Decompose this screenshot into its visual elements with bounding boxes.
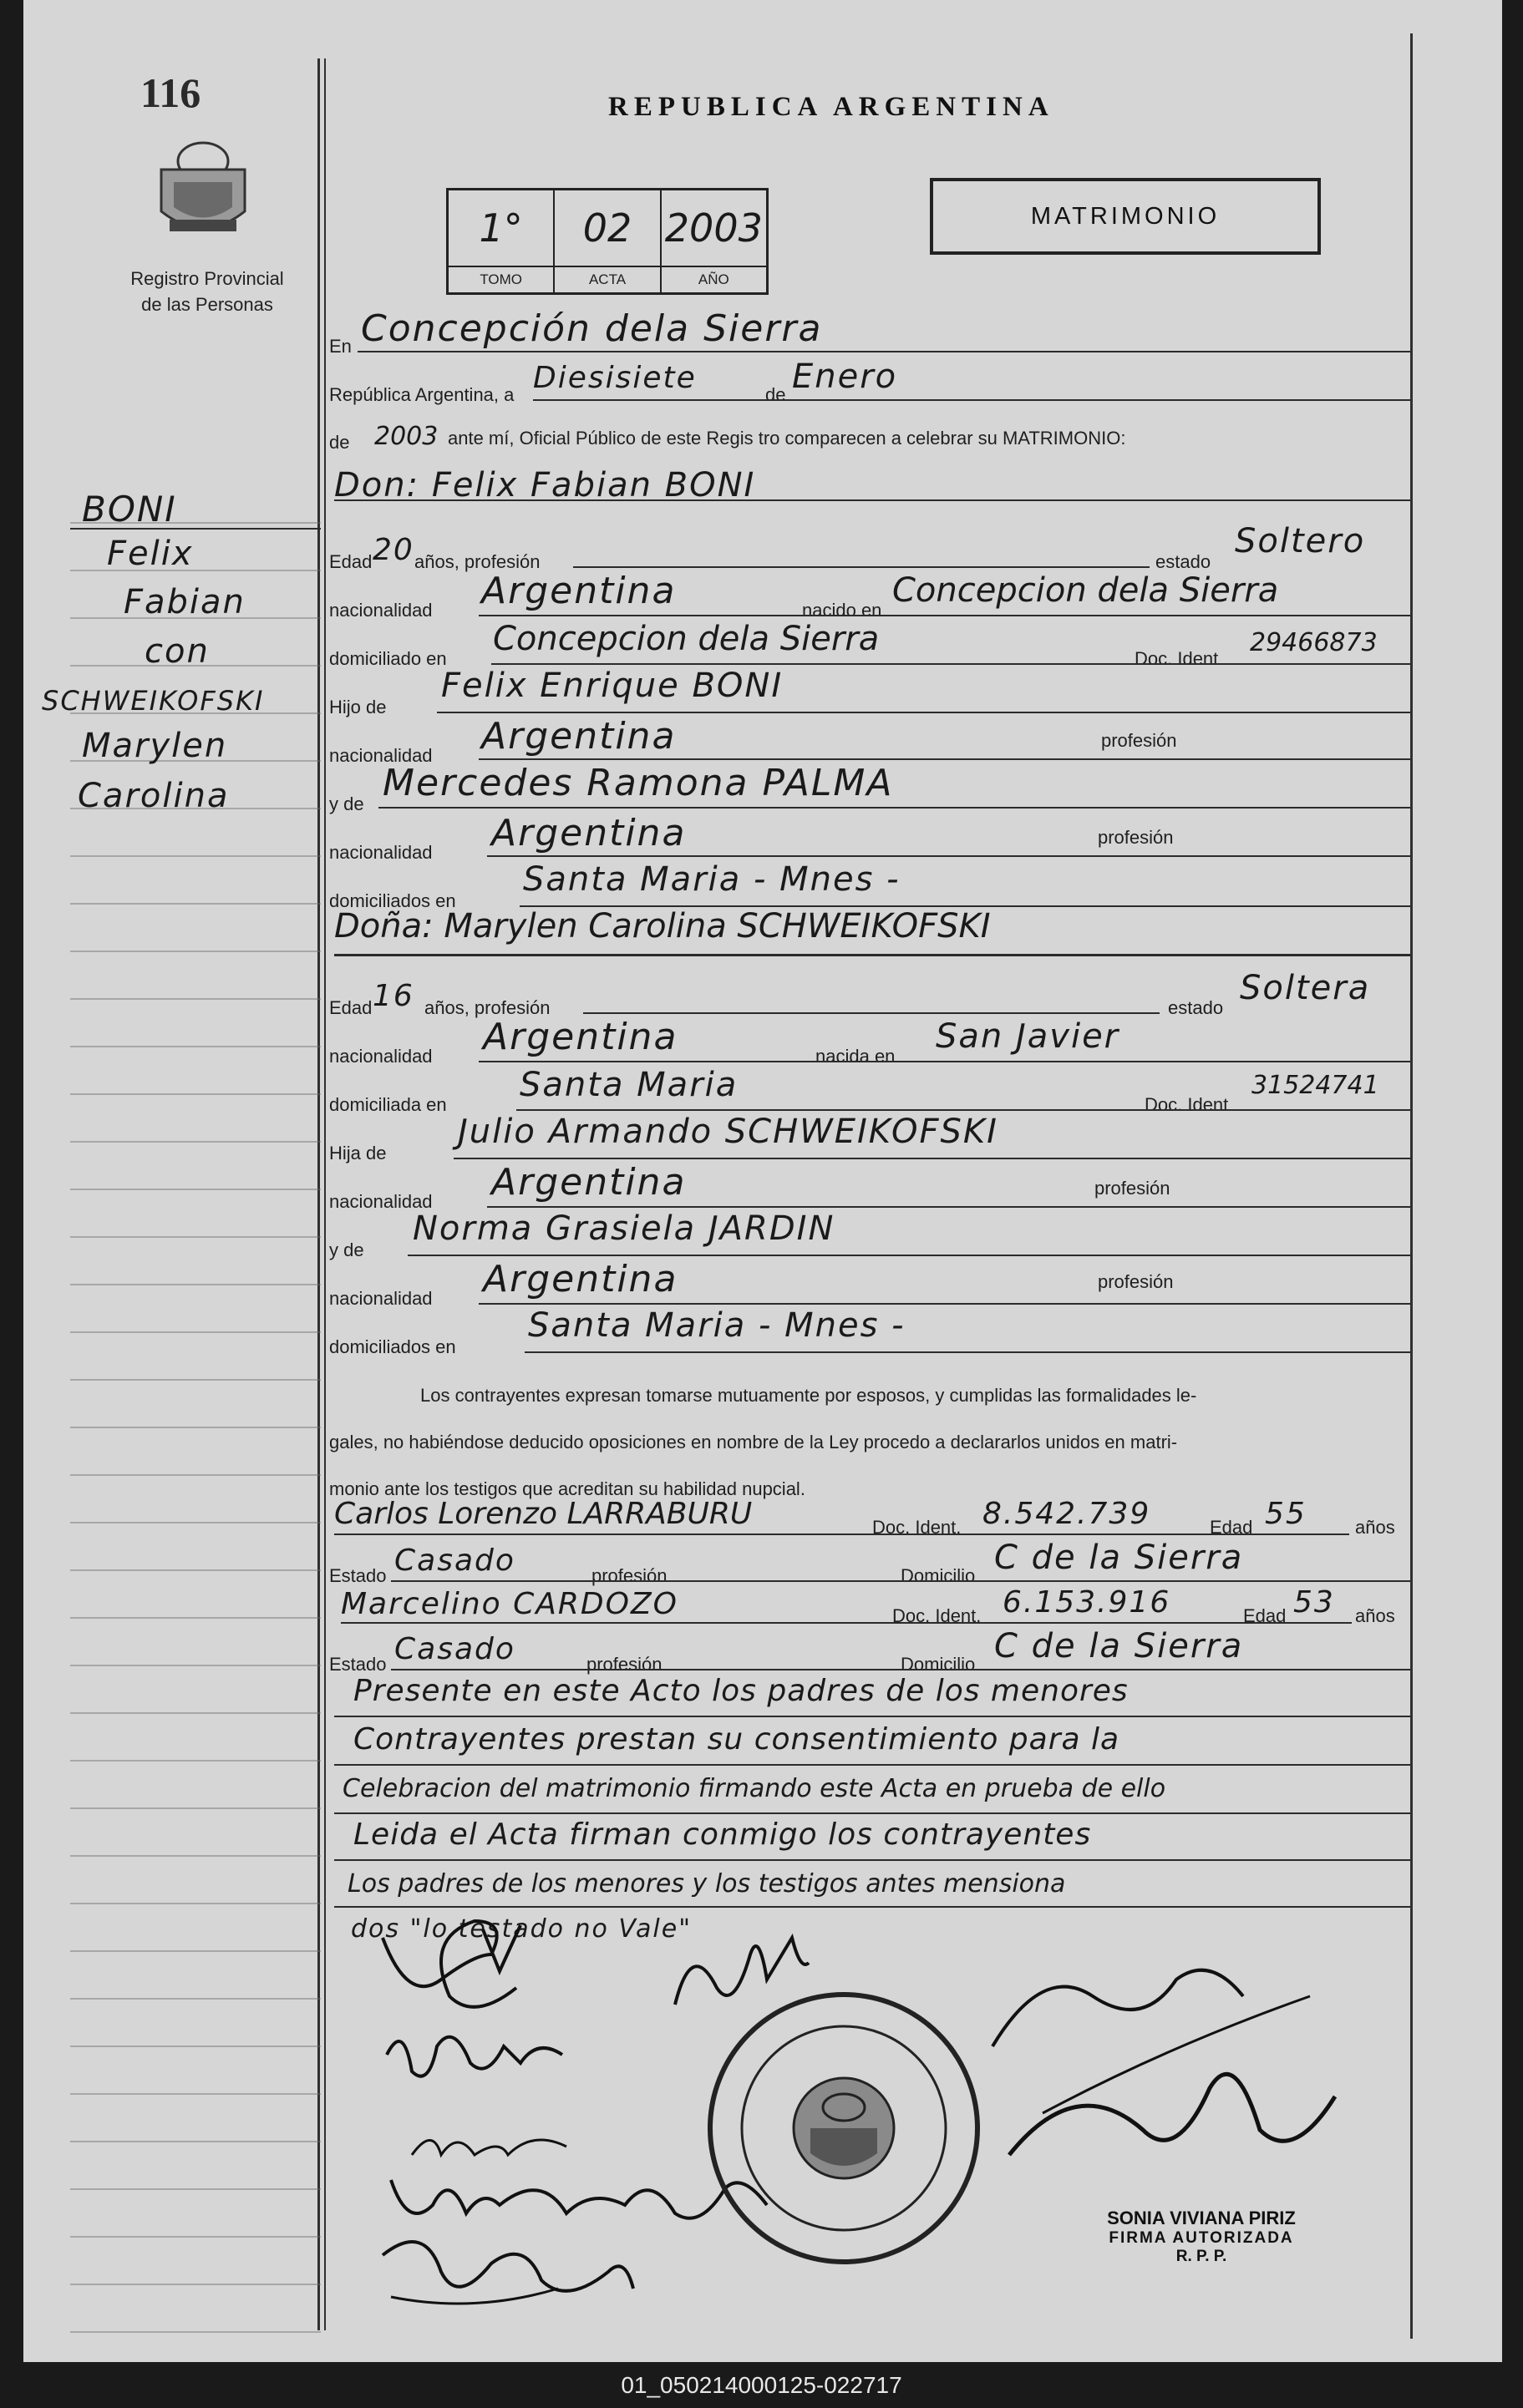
bride-m-nac: Argentina bbox=[483, 1258, 678, 1300]
witness2-doc: 6.153.916 bbox=[1003, 1585, 1171, 1620]
groom-title: Don: Felix Fabian BONI bbox=[334, 466, 756, 504]
witness1-estado: Casado bbox=[394, 1544, 515, 1578]
bride-hija-label: Hija de bbox=[329, 1143, 387, 1163]
bride-dom-line bbox=[516, 1109, 1410, 1111]
witness2-doc-label: Doc. Ident. bbox=[892, 1605, 982, 1626]
margin-bride-surname: SCHWEIKOFSKI bbox=[42, 685, 265, 717]
ano-cell bbox=[662, 190, 766, 292]
bride-yde-label: y de bbox=[329, 1239, 364, 1260]
note-rule-1 bbox=[334, 1716, 1410, 1717]
witness2-prof-label: profesión bbox=[586, 1654, 663, 1675]
margin-bride-second: Carolina bbox=[78, 777, 230, 815]
provincial-seal-icon bbox=[145, 132, 261, 245]
note-line-3: Celebracion del matrimonio firmando este Acta en prueba de ello bbox=[343, 1774, 1166, 1803]
signature-witness-2 bbox=[374, 2222, 642, 2314]
groom-title-line bbox=[334, 499, 1410, 501]
bride-edad-label: Edad bbox=[329, 997, 373, 1018]
witness2-line bbox=[341, 1622, 1352, 1624]
note-rule-2 bbox=[334, 1764, 1410, 1766]
witness1-age: 55 bbox=[1265, 1497, 1307, 1531]
groom-doc: 29466873 bbox=[1250, 628, 1378, 657]
bride-f-nac: Argentina bbox=[491, 1161, 687, 1204]
groom-estado-label: estado bbox=[1155, 551, 1211, 572]
groom-dom-line bbox=[491, 663, 1410, 665]
bride-estado: Soltera bbox=[1240, 969, 1371, 1007]
act-type-box: MATRIMONIO bbox=[930, 178, 1321, 255]
ano-label: AÑO bbox=[662, 266, 766, 292]
witness2-anos: años bbox=[1355, 1605, 1395, 1626]
margin-first-name: Felix bbox=[107, 535, 194, 573]
margin-underline bbox=[70, 528, 321, 530]
bride-dom-label: domiciliada en bbox=[329, 1094, 447, 1115]
witness1-doc-label: Doc. Ident. bbox=[872, 1517, 962, 1538]
registry-label bbox=[74, 266, 341, 317]
month-value: Enero bbox=[792, 357, 898, 396]
footer-id: 01_050214000125-022717 bbox=[621, 2372, 902, 2398]
witness2-edad-label: Edad bbox=[1243, 1605, 1287, 1626]
witness2-dom: C de la Sierra bbox=[994, 1627, 1244, 1665]
note-line-6: dos "lo testado no Vale" bbox=[351, 1914, 692, 1944]
groom-parents-dom: Santa Maria - Mnes - bbox=[523, 860, 901, 899]
frame-line-mid bbox=[324, 58, 326, 2330]
bride-father: Julio Armando SCHWEIKOFSKI bbox=[458, 1113, 998, 1151]
declaration-line-1: Los contrayentes expresan tomarse mutuamente por esposos, y cumplidas las formalidades le- bbox=[420, 1385, 1197, 1406]
acta-label: ACTA bbox=[555, 266, 659, 292]
bride-age: 16 bbox=[373, 979, 414, 1013]
witness1-name: Carlos Lorenzo LARRABURU bbox=[334, 1497, 753, 1531]
bride-estado-label: estado bbox=[1168, 997, 1224, 1018]
bride-title-line bbox=[334, 954, 1410, 956]
bride-parents-dom: Santa Maria - Mnes - bbox=[528, 1306, 906, 1345]
groom-f-prof-label: profesión bbox=[1101, 730, 1177, 751]
margin-second-name: Fabian bbox=[124, 583, 246, 621]
year-value: 2003 bbox=[374, 422, 439, 451]
bride-father-line bbox=[454, 1158, 1410, 1159]
groom-f-line bbox=[479, 758, 1410, 760]
margin-con: con bbox=[145, 632, 210, 671]
book-reference-box bbox=[446, 188, 769, 295]
bride-title: Doña: Marylen Carolina SCHWEIKOFSKI bbox=[334, 907, 991, 945]
witness2-dom-line bbox=[391, 1669, 1410, 1670]
tomo-cell bbox=[449, 190, 555, 292]
bride-doc: 31524741 bbox=[1251, 1071, 1379, 1100]
acta-value: 02 bbox=[582, 205, 632, 251]
officer-block bbox=[1076, 2208, 1327, 2266]
groom-f-nac: Argentina bbox=[481, 715, 677, 758]
witness1-dom-label: Domicilio bbox=[901, 1565, 976, 1586]
witness1-dom: C de la Sierra bbox=[994, 1539, 1244, 1577]
witness1-edad-label: Edad bbox=[1210, 1517, 1253, 1538]
tomo-label: TOMO bbox=[449, 266, 553, 292]
declaration-line-2: gales, no habiéndose deducido oposiciones en nombre de la Ley procedo a declararlos unidos en matri- bbox=[329, 1432, 1178, 1452]
groom-nac-label: nacionalidad bbox=[329, 600, 433, 621]
witness2-dom-label: Domicilio bbox=[901, 1654, 976, 1675]
witness2-age: 53 bbox=[1293, 1585, 1335, 1620]
officer-org: R. P. P. bbox=[1175, 2248, 1227, 2265]
witness1-dom-line bbox=[391, 1580, 1410, 1582]
place-line bbox=[358, 351, 1410, 352]
bride-f-nac-label: nacionalidad bbox=[329, 1191, 433, 1212]
page-header: REPUBLICA ARGENTINA bbox=[608, 92, 1054, 122]
bride-f-prof-label: profesión bbox=[1094, 1178, 1170, 1199]
ano-value: 2003 bbox=[664, 205, 763, 251]
registry-line-2: de las Personas bbox=[141, 294, 273, 315]
groom-doms-label: domiciliados en bbox=[329, 890, 456, 911]
groom-father: Felix Enrique BONI bbox=[441, 667, 784, 705]
witness1-prof-label: profesión bbox=[591, 1565, 668, 1586]
witness1-line bbox=[334, 1534, 1349, 1535]
margin-surname: BONI bbox=[82, 489, 177, 530]
groom-mother: Mercedes Ramona PALMA bbox=[383, 762, 894, 804]
groom-nacido: Concepcion dela Sierra bbox=[892, 571, 1279, 610]
witness1-anos: años bbox=[1355, 1517, 1395, 1538]
groom-nac-line bbox=[479, 615, 1410, 616]
bride-dom: Santa Maria bbox=[520, 1066, 739, 1104]
bride-prof-line bbox=[583, 1012, 1160, 1014]
groom-m-prof-label: profesión bbox=[1098, 827, 1174, 848]
groom-nac: Argentina bbox=[481, 570, 677, 612]
note-line-1: Presente en este Acto los padres de los menores bbox=[353, 1674, 1129, 1708]
bride-m-prof-label: profesión bbox=[1098, 1271, 1174, 1292]
bride-nacida-label: nacida en bbox=[815, 1046, 896, 1067]
groom-yde-label: y de bbox=[329, 793, 364, 814]
bride-doms-line bbox=[525, 1351, 1410, 1353]
frame-line-right bbox=[1410, 33, 1413, 2339]
de-label: de bbox=[765, 384, 786, 405]
groom-dom-label: domiciliado en bbox=[329, 648, 447, 669]
officer-title: FIRMA AUTORIZADA bbox=[1109, 2229, 1294, 2247]
groom-dom: Concepcion dela Sierra bbox=[493, 620, 880, 658]
bride-nac-line bbox=[479, 1061, 1410, 1062]
bride-doms-label: domiciliados en bbox=[329, 1336, 456, 1357]
bride-mother: Norma Grasiela JARDIN bbox=[413, 1209, 835, 1248]
officer-name: SONIA VIVIANA PIRIZ bbox=[1107, 2208, 1296, 2228]
acta-cell bbox=[555, 190, 661, 292]
official-round-stamp-icon bbox=[702, 1986, 986, 2270]
bride-nac-label: nacionalidad bbox=[329, 1046, 433, 1067]
intro-text: ante mí, Oficial Público de este Regis tro comparecen a celebrar su MATRIMONIO: bbox=[448, 428, 1126, 449]
bride-doc-label: Doc. Ident bbox=[1145, 1094, 1229, 1115]
signature-bride bbox=[374, 1904, 566, 2021]
place-value: Concepción dela Sierra bbox=[361, 307, 823, 350]
document-page bbox=[23, 0, 1502, 2362]
folio-number: 116 bbox=[140, 69, 201, 116]
republica-label: República Argentina, a bbox=[329, 384, 515, 405]
groom-prof-line bbox=[573, 566, 1150, 568]
note-rule-4 bbox=[334, 1859, 1410, 1861]
groom-anos-label: años, profesión bbox=[414, 551, 541, 572]
groom-m-nac: Argentina bbox=[491, 812, 687, 854]
groom-m-line bbox=[487, 855, 1410, 857]
groom-age: 20 bbox=[373, 533, 414, 567]
groom-f-nac-label: nacionalidad bbox=[329, 745, 433, 766]
note-line-4: Leida el Acta firman conmigo los contrayentes bbox=[353, 1817, 1092, 1852]
groom-father-line bbox=[437, 712, 1410, 713]
bride-nac: Argentina bbox=[483, 1016, 678, 1058]
margin-bride-first: Marylen bbox=[82, 727, 228, 765]
groom-hijo-label: Hijo de bbox=[329, 697, 387, 717]
witness2-estado: Casado bbox=[394, 1632, 515, 1666]
bride-nacida: San Javier bbox=[936, 1017, 1120, 1056]
de2-label: de bbox=[329, 432, 350, 453]
bride-f-line bbox=[487, 1206, 1410, 1208]
tomo-value: 1° bbox=[479, 205, 523, 251]
note-line-2: Contrayentes prestan su consentimiento para la bbox=[353, 1722, 1120, 1757]
bride-anos-label: años, profesión bbox=[424, 997, 551, 1018]
note-rule-3 bbox=[334, 1812, 1410, 1814]
note-line-5: Los padres de los menores y los testigos antes mensiona bbox=[348, 1869, 1066, 1899]
groom-mother-line bbox=[378, 807, 1410, 809]
bride-m-line bbox=[479, 1303, 1410, 1305]
en-label: En bbox=[329, 336, 352, 357]
date-line bbox=[533, 399, 1410, 401]
bride-mother-line bbox=[408, 1255, 1410, 1256]
witness2-name: Marcelino CARDOZO bbox=[341, 1587, 678, 1621]
witness2-estado-label: Estado bbox=[329, 1654, 387, 1675]
groom-estado: Soltero bbox=[1235, 522, 1366, 560]
groom-m-nac-label: nacionalidad bbox=[329, 842, 433, 863]
groom-nacido-label: nacido en bbox=[802, 600, 882, 621]
witness1-estado-label: Estado bbox=[329, 1565, 387, 1586]
signature-witness-1 bbox=[378, 2005, 571, 2096]
bride-m-nac-label: nacionalidad bbox=[329, 1288, 433, 1309]
witness1-doc: 8.542.739 bbox=[982, 1497, 1151, 1531]
day-value: Diesisiete bbox=[533, 361, 697, 395]
groom-edad-label: Edad bbox=[329, 551, 373, 572]
declaration-line-3: monio ante los testigos que acreditan su habilidad nupcial. bbox=[329, 1478, 805, 1499]
groom-doc-label: Doc. Ident bbox=[1135, 648, 1219, 669]
signature-officer bbox=[959, 1946, 1360, 2197]
registry-line-1: Registro Provincial bbox=[130, 268, 284, 289]
